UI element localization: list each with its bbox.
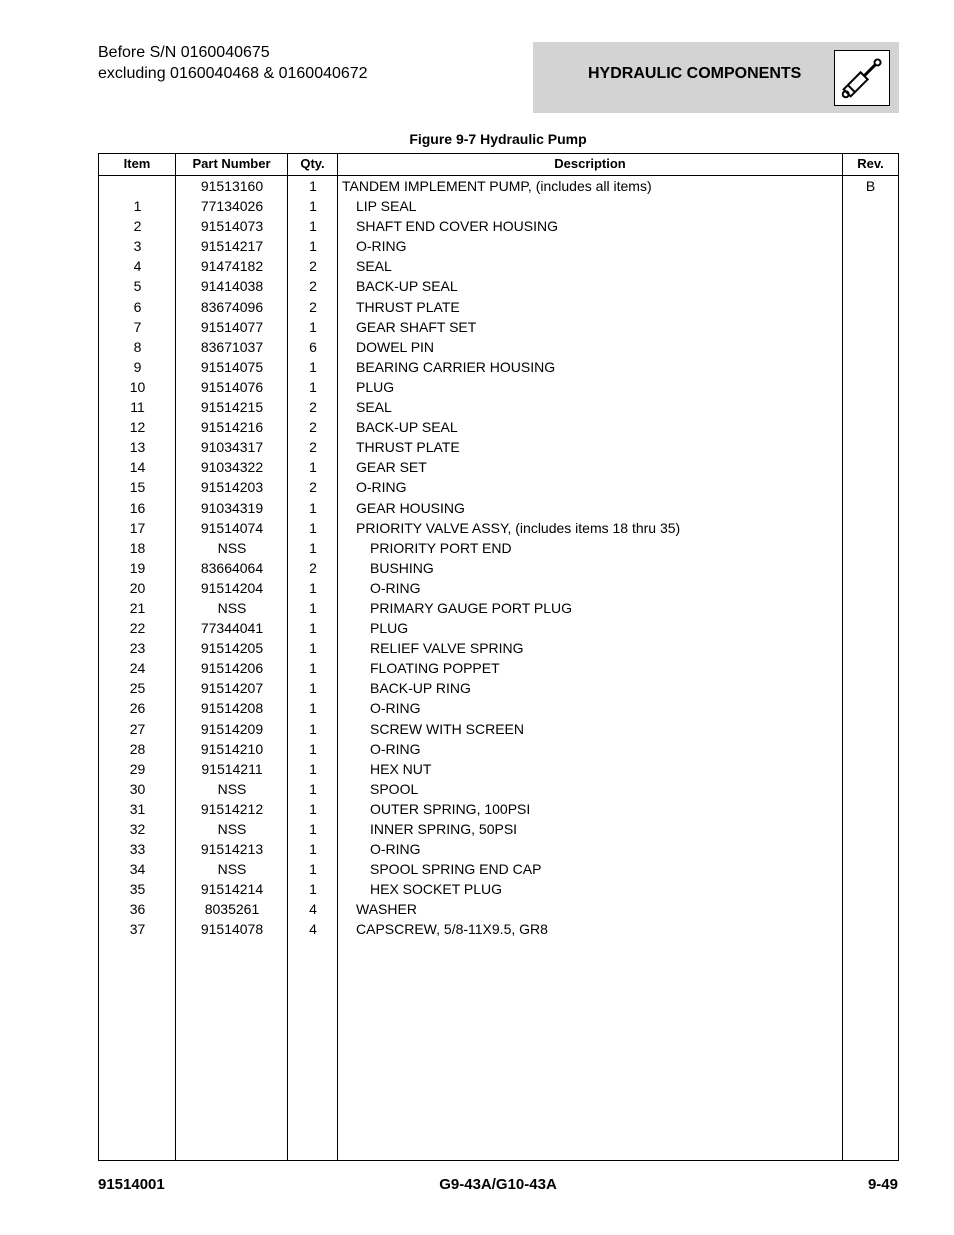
table-row [99, 457, 898, 477]
column-header-description: Description [554, 156, 626, 171]
item-cell: 25 [129, 680, 146, 697]
qty-cell: 1 [309, 459, 317, 476]
description-cell: BACK-UP SEAL [356, 419, 458, 436]
part-number-cell: 91514078 [200, 921, 264, 938]
table-row [99, 317, 898, 337]
description-cell: PLUG [356, 378, 395, 395]
description-cell: DOWEL PIN [356, 338, 435, 355]
description-cell: SCREW WITH SCREEN [370, 720, 524, 737]
item-cell: 11 [130, 399, 145, 416]
item-cell: 12 [129, 419, 146, 436]
description-cell: O-RING [356, 479, 407, 496]
qty-cell: 2 [309, 278, 317, 295]
item-cell: 8 [133, 338, 142, 355]
description-cell: O-RING [370, 841, 421, 858]
table-row [99, 417, 898, 437]
footer-page-number: 9-49 [867, 1176, 898, 1193]
part-number-cell: 91514217 [200, 238, 264, 255]
description-cell: SEAL [356, 399, 392, 416]
description-cell: THRUST PLATE [356, 439, 460, 456]
part-number-cell: 91514206 [200, 660, 264, 677]
rev-cell: B [865, 178, 876, 194]
item-cell: 29 [129, 760, 146, 777]
description-cell: FLOATING POPPET [370, 660, 500, 677]
qty-cell: 1 [309, 218, 317, 235]
item-cell: 19 [129, 559, 146, 576]
table-row [99, 297, 898, 317]
description-cell: SPOOL [370, 780, 419, 797]
part-number-cell: 91034322 [200, 459, 264, 476]
table-row [99, 498, 898, 518]
item-cell: 23 [129, 640, 146, 657]
part-number-cell: 91034319 [200, 499, 264, 516]
table-row [99, 176, 898, 196]
item-cell: 2 [133, 218, 142, 235]
item-cell: 33 [129, 841, 146, 858]
table-row [99, 216, 898, 236]
item-cell: 22 [129, 620, 146, 637]
qty-cell: 1 [309, 620, 317, 637]
description-cell: INNER SPRING, 50PSI [370, 821, 518, 837]
part-number-cell: 91514075 [200, 358, 264, 375]
part-number-cell: 8035261 [204, 901, 260, 918]
part-number-cell: 91514208 [200, 700, 264, 717]
part-number-cell: NSS [217, 599, 247, 616]
part-number-cell: 91514073 [200, 218, 264, 235]
part-number-cell: 91514216 [200, 419, 264, 436]
description-cell: HEX NUT [370, 760, 432, 777]
part-number-cell: 91514210 [200, 740, 264, 757]
description-cell: HEX SOCKET PLUG [370, 881, 503, 898]
table-row [99, 397, 898, 417]
table-row [99, 256, 898, 276]
description-cell: WASHER [356, 901, 417, 918]
description-cell: PRIMARY GAUGE PORT PLUG [370, 599, 573, 616]
table-row [99, 337, 898, 357]
part-number-cell: 77134026 [200, 198, 264, 215]
part-number-cell: 91514214 [200, 881, 264, 898]
table-row [99, 276, 898, 296]
item-cell: 24 [129, 660, 146, 677]
part-number-cell: 91414038 [200, 278, 264, 295]
table-row [99, 879, 898, 899]
table-row [99, 899, 898, 919]
qty-cell: 1 [309, 700, 317, 717]
footer-part-number: 91514001 [98, 1176, 165, 1193]
qty-cell: 1 [309, 800, 317, 817]
description-cell: GEAR SET [356, 459, 427, 476]
qty-cell: 1 [309, 760, 317, 777]
description-cell: GEAR HOUSING [356, 499, 465, 516]
part-number-cell: NSS [217, 539, 247, 556]
qty-cell: 1 [309, 740, 317, 757]
table-row [99, 719, 898, 739]
part-number-cell: 91034317 [200, 439, 264, 456]
item-cell: 21 [129, 599, 146, 616]
qty-cell: 1 [309, 599, 317, 616]
description-cell: OUTER SPRING, 100PSI [370, 800, 531, 817]
qty-cell: 1 [309, 861, 317, 878]
qty-cell: 1 [309, 358, 317, 375]
description-cell: BACK-UP SEAL [356, 278, 458, 295]
qty-cell: 2 [309, 479, 317, 496]
part-number-cell: 91514215 [200, 399, 264, 416]
item-cell: 10 [129, 378, 146, 395]
item-cell: 26 [129, 700, 146, 717]
table-row [99, 518, 898, 538]
table-row [99, 859, 898, 879]
table-row [99, 618, 898, 638]
qty-cell: 4 [309, 921, 317, 938]
qty-cell: 4 [309, 901, 317, 918]
item-cell: 14 [129, 459, 146, 476]
item-cell: 20 [129, 579, 146, 596]
description-cell: LIP SEAL [356, 198, 417, 215]
description-cell: TANDEM IMPLEMENT PUMP, (includes all items) [342, 178, 652, 194]
item-cell: 15 [129, 479, 146, 496]
item-cell: 13 [129, 439, 146, 456]
table-row [99, 739, 898, 759]
footer-model: G9-43A/G10-43A [439, 1176, 557, 1193]
table-row [99, 558, 898, 578]
item-cell: 28 [129, 740, 146, 757]
qty-cell: 1 [309, 539, 317, 556]
section-banner [533, 42, 899, 113]
description-cell: SHAFT END COVER HOUSING [356, 218, 558, 235]
qty-cell: 1 [309, 499, 317, 516]
description-cell: PRIORITY PORT END [370, 539, 512, 556]
table-row [99, 377, 898, 397]
qty-cell: 2 [309, 419, 317, 436]
description-cell: PLUG [370, 620, 409, 637]
column-header-part-number: Part Number [192, 156, 271, 171]
qty-cell: 6 [309, 338, 317, 355]
description-cell: SPOOL SPRING END CAP [370, 861, 542, 878]
table-row [99, 538, 898, 558]
table-row [99, 598, 898, 618]
part-number-cell: 91514213 [200, 841, 264, 858]
qty-cell: 1 [309, 680, 317, 697]
item-cell: 3 [133, 238, 142, 255]
part-number-cell: 91514205 [200, 640, 264, 657]
figure-title: Figure 9-7 Hydraulic Pump [409, 131, 587, 147]
description-cell: PRIORITY VALVE ASSY, (includes items 18 thru 35) [356, 519, 681, 536]
part-number-cell: 91514076 [200, 378, 264, 395]
part-number-cell: 91514074 [200, 519, 264, 536]
qty-cell: 1 [309, 579, 317, 596]
qty-cell: 2 [309, 399, 317, 416]
table-row [99, 477, 898, 497]
part-number-cell: 91513160 [200, 178, 264, 194]
qty-cell: 1 [309, 660, 317, 677]
qty-cell: 2 [309, 559, 317, 576]
table-row [99, 698, 898, 718]
part-number-cell: 83671037 [200, 338, 264, 355]
description-cell: BACK-UP RING [370, 680, 471, 697]
qty-cell: 1 [309, 378, 317, 395]
item-cell: 1 [133, 198, 142, 215]
part-number-cell: NSS [217, 780, 247, 797]
qty-cell: 1 [309, 318, 317, 335]
item-cell: 4 [133, 258, 142, 275]
item-cell: 17 [129, 519, 146, 536]
item-cell: 7 [133, 318, 142, 335]
item-cell: 27 [129, 720, 146, 737]
hydraulic-cylinder-icon [834, 50, 890, 106]
item-cell: 6 [133, 298, 142, 315]
item-cell: 5 [133, 278, 142, 295]
description-cell: O-RING [370, 700, 421, 717]
parts-table [98, 153, 899, 1161]
serial-note [98, 42, 368, 84]
item-cell: 32 [129, 821, 146, 837]
table-row [99, 799, 898, 819]
item-cell: 16 [129, 499, 146, 516]
qty-cell: 1 [309, 640, 317, 657]
description-cell: THRUST PLATE [356, 298, 460, 315]
table-row [99, 839, 898, 859]
part-number-cell: 91514077 [200, 318, 264, 335]
table-row [99, 638, 898, 658]
item-cell: 34 [129, 861, 146, 878]
part-number-cell: 77344041 [200, 620, 264, 637]
table-body [99, 176, 898, 940]
qty-cell: 1 [309, 198, 317, 215]
part-number-cell: 91514209 [200, 720, 264, 737]
item-cell: 37 [129, 921, 146, 938]
qty-cell: 1 [309, 178, 317, 194]
column-header-item: Item [123, 156, 151, 171]
item-cell: 31 [129, 800, 146, 817]
description-cell: BEARING CARRIER HOUSING [356, 358, 556, 375]
item-cell: 30 [129, 780, 146, 797]
item-cell: 18 [129, 539, 146, 556]
qty-cell: 1 [309, 238, 317, 255]
part-number-cell: NSS [217, 861, 247, 878]
description-cell: GEAR SHAFT SET [356, 318, 477, 335]
table-row [99, 437, 898, 457]
table-row [99, 819, 898, 839]
table-row [99, 779, 898, 799]
table-row [99, 236, 898, 256]
description-cell: RELIEF VALVE SPRING [370, 640, 524, 657]
part-number-cell: 91514203 [200, 479, 264, 496]
part-number-cell: 91514211 [201, 760, 263, 777]
part-number-cell: 91514204 [200, 579, 264, 596]
serial-note-line1: Before S/N 0160040675 [98, 44, 270, 61]
qty-cell: 2 [309, 298, 317, 315]
table-row [99, 357, 898, 377]
table-row [99, 658, 898, 678]
qty-cell: 2 [309, 439, 317, 456]
table-row [99, 919, 898, 939]
column-header-rev: Rev. [857, 156, 884, 171]
description-cell: BUSHING [370, 559, 434, 576]
description-cell: O-RING [356, 238, 407, 255]
column-header-qty: Qty. [300, 156, 325, 171]
part-number-cell: 91514207 [200, 680, 264, 697]
serial-note-line2: excluding 0160040468 & 0160040672 [98, 65, 368, 82]
description-cell: CAPSCREW, 5/8-11X9.5, GR8 [356, 921, 548, 938]
part-number-cell: 91514212 [200, 800, 264, 817]
item-cell: 36 [129, 901, 146, 918]
part-number-cell: NSS [217, 821, 247, 837]
qty-cell: 2 [309, 258, 317, 275]
part-number-cell: 83674096 [200, 298, 264, 315]
description-cell: O-RING [370, 579, 421, 596]
qty-cell: 1 [309, 519, 317, 536]
qty-cell: 1 [309, 821, 317, 837]
part-number-cell: 83664064 [200, 559, 264, 576]
qty-cell: 1 [309, 881, 317, 898]
item-cell: 35 [129, 881, 146, 898]
description-cell: O-RING [370, 740, 421, 757]
table-row [99, 196, 898, 216]
section-title: HYDRAULIC COMPONENTS [588, 65, 802, 82]
table-row [99, 678, 898, 698]
table-row [99, 578, 898, 598]
part-number-cell: 91474182 [200, 258, 264, 275]
qty-cell: 1 [309, 720, 317, 737]
qty-cell: 1 [309, 780, 317, 797]
qty-cell: 1 [309, 841, 317, 858]
item-cell: 9 [133, 358, 142, 375]
table-row [99, 759, 898, 779]
description-cell: SEAL [356, 258, 392, 275]
